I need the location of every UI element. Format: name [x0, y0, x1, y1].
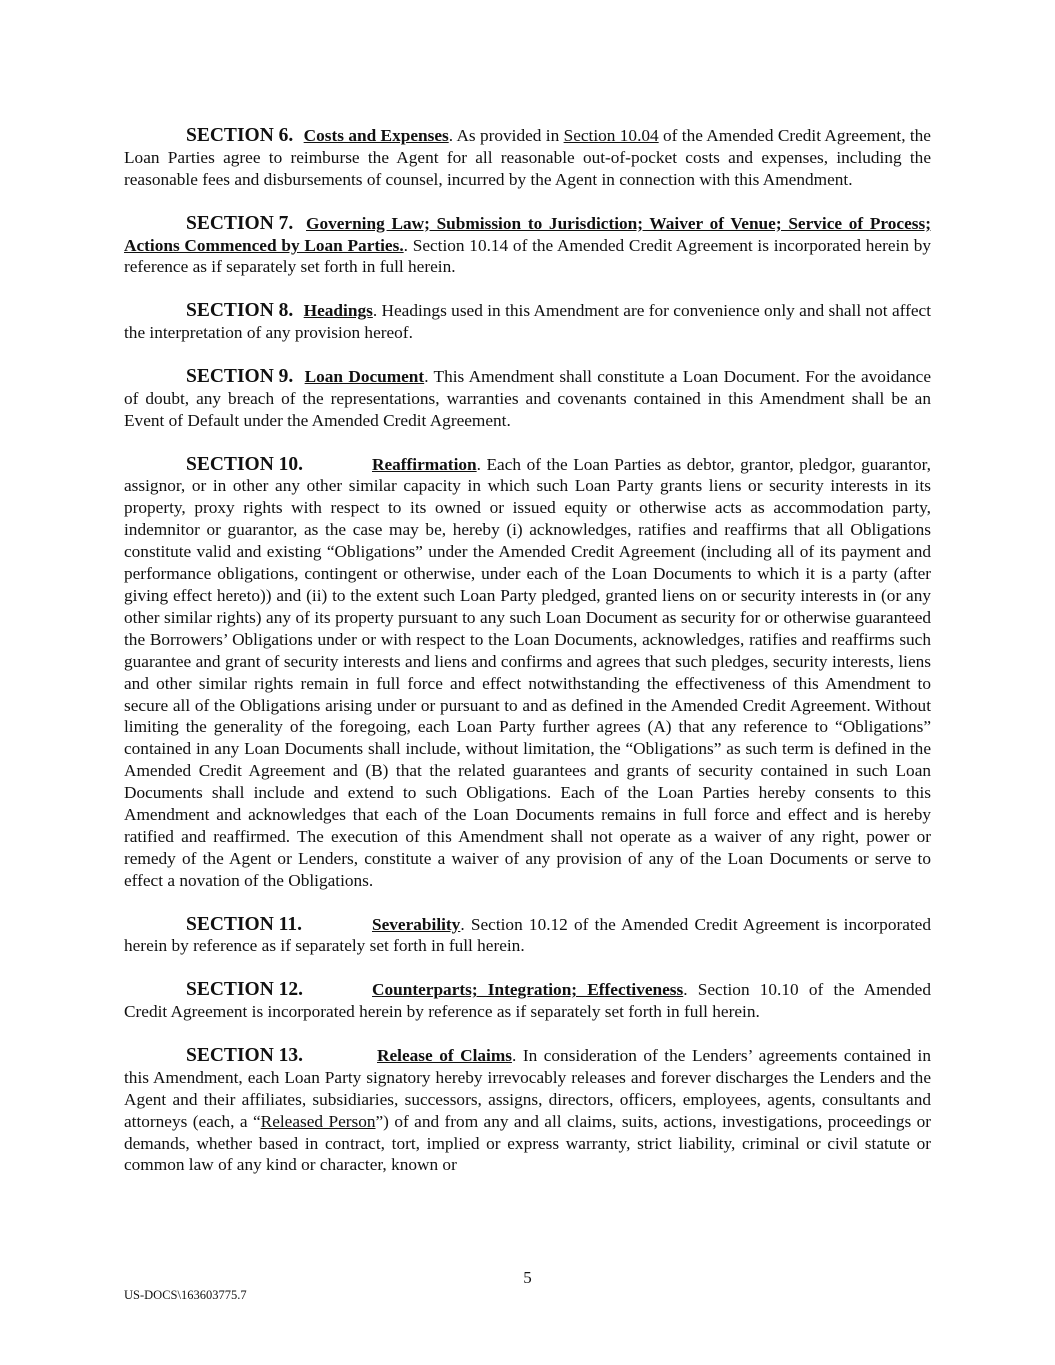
section-number: SECTION 12.: [186, 979, 304, 1001]
section-12: [124, 979, 931, 1023]
section-number: SECTION 13.: [186, 1044, 304, 1066]
section-heading: Governing Law; Submission to Jurisdiction; Waiver of Venue; Service of Process; Actions Commenced by Loan Parties.: [124, 213, 931, 255]
section-heading: Loan Document: [304, 366, 425, 386]
section-heading: Counterparts; Integration; Effectiveness: [372, 980, 684, 1000]
section-text: . Each of the Loan Parties as debtor, grantor, pledgor, guarantor, assignor, or in other any other similar capacity in which such Loan Party grants liens or security interests in its property, proxy rights with respect to its owned or issued equity or otherwise acts as accommodation party, indemnitor or guarantor, as the case may be, hereby (i) acknowledges, ratifies and reaffirms that all Obligations constitute valid and existing “Obligations” under the Amended Credit Agreement (including all of its payment and performance obligations, contingent or otherwise, under each of the Loan Documents to which it is a party (after giving effect hereto)) and (ii) to the extent such Loan Party pledged, granted liens on or security interests in (or any other similar rights) any of its property pursuant to any such Loan Document as security for or otherwise guaranteed the Borrowers’ Obligations under or with respect to the Loan Documents, acknowledges, ratifies and reaffirms such guarantee and grant of security interests and liens and confirms and agrees that such pledges, security interests, liens and other similar rights remain in full force and effect notwithstanding the effectiveness of this Amendment to secure all of the Obligations arising under or pursuant to and as defined in the Amended Credit Agreement. Without limiting the generality of the foregoing, each Loan Party further agrees (A) that any reference to “Obligations” contained in any Loan Documents shall include, without limitation, the “Obligations” as such term is defined in the Amended Credit Agreement and (B) that the related guarantees and grants of security contained in such Loan Documents shall include and extend to such Obligations. Each of the Loan Parties hereby consents to this Amendment and acknowledges that each of the Loan Documents remains in full force and effect and is hereby ratified and reaffirmed. The execution of this Amendment shall not operate as a waiver of any right, power or remedy of the Agent or Lenders, constitute a waiver of any provision of any of the Loan Documents or serve to effect a novation of the Obligations.: [124, 454, 931, 890]
section-number: SECTION 10.: [186, 453, 304, 475]
section-9: [124, 366, 931, 432]
section-8: [124, 300, 931, 344]
section-number: SECTION 11.: [186, 913, 302, 935]
section-number: SECTION 9.: [186, 365, 294, 387]
document-id: US-DOCS\163603775.7: [124, 1288, 247, 1302]
section-number: SECTION 6.: [186, 125, 294, 146]
section-text: . Section 10.12 of the Amended Credit Agreement is incorporated herein by reference as if separately set forth in full herein.: [124, 914, 931, 956]
section-heading: Costs and Expenses: [303, 126, 449, 145]
section-text: of the Amended Credit Agreement, the Loan Parties agree to reimburse the Agent for all reasonable out-of-pocket costs and expenses, including the reasonable fees and disbursements of counsel, incurred by the Agent in connection with this Amendment.: [124, 126, 931, 189]
section-10: [124, 454, 931, 892]
section-7: [124, 213, 931, 279]
section-heading: Headings: [303, 301, 373, 321]
section-text: . In consideration of the Lenders’ agreements contained in this Amendment, each Loan Party signatory hereby irrevocably releases and forever discharges the Lenders and the Agent and their affiliates, subsidiaries, successors, assigns, directors, officers, employees, agents, consultants and attorneys (each, a “: [124, 1045, 931, 1131]
section-heading: Release of Claims: [377, 1045, 512, 1065]
section-number: SECTION 7.: [186, 212, 294, 234]
section-heading: Severability: [372, 914, 461, 934]
section-6: [124, 125, 931, 191]
document-body: [124, 125, 931, 1198]
section-13: [124, 1045, 931, 1176]
section-11: [124, 914, 931, 958]
section-text: . As provided in: [448, 126, 564, 145]
section-text: ”) of and from any and all claims, suits, actions, investigations, proceedings or demands, whether based in contract, tort, implied or express warranty, strict liability, criminal or civil statute or common law of any kind or character, known or: [124, 1111, 931, 1175]
defined-term: Released Person: [260, 1111, 376, 1131]
section-text: . Headings used in this Amendment are for convenience only and shall not affect the interpretation of any provision hereof.: [124, 301, 931, 343]
section-text: . This Amendment shall constitute a Loan Document. For the avoidance of doubt, any breach of the representations, warranties and covenants contained in this Amendment shall be an Event of Default under the Amended Credit Agreement.: [124, 366, 932, 430]
section-number: SECTION 8.: [186, 300, 294, 322]
section-heading: Reaffirmation: [372, 454, 477, 474]
section-reference: Section 10.04: [563, 126, 659, 145]
page-number: 5: [523, 1268, 532, 1287]
section-text: . Section 10.10 of the Amended Credit Agreement is incorporated herein by reference as if separately set forth in full herein.: [124, 980, 931, 1022]
section-text: . Section 10.14 of the Amended Credit Agreement is incorporated herein by reference as if separately set forth in full herein.: [124, 235, 931, 277]
